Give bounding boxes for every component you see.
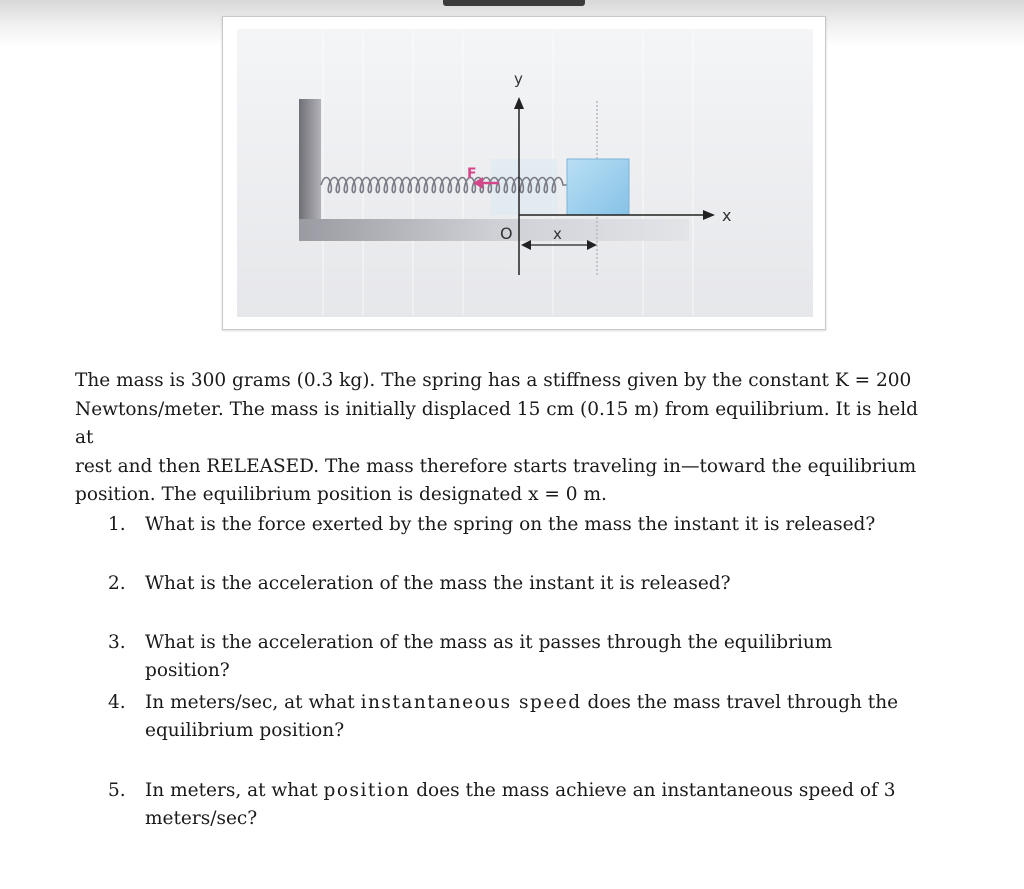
- force-label: F: [467, 166, 477, 182]
- spring-mass-diagram: [222, 16, 826, 330]
- question-number: 1.: [108, 514, 126, 535]
- question-text: What is the acceleration of the mass the instant it is released?: [145, 573, 731, 594]
- question-text: What is the force exerted by the spring on the mass the instant it is released?: [145, 514, 876, 535]
- question-text-after: does the mass achieve an instantaneous speed of 3: [416, 780, 896, 801]
- problem-statement: [75, 367, 935, 510]
- viewer-handle: [443, 0, 585, 6]
- question-text-emphasis: position: [323, 780, 411, 801]
- displacement-label: x: [553, 225, 562, 243]
- question-text: What is the acceleration of the mass as it passes through the equilibrium position?: [145, 632, 833, 681]
- question-text-after: does the mass travel through the: [587, 692, 899, 713]
- question-number: 2.: [108, 573, 126, 594]
- question-text: [145, 689, 905, 745]
- problem-line-4: position. The equilibrium position is designated x = 0 m.: [75, 484, 607, 505]
- question-text-before: In meters/sec, at what: [145, 692, 355, 713]
- x-axis-label: x: [722, 206, 732, 225]
- floor: [299, 219, 689, 241]
- problem-line-1: The mass is 300 grams (0.3 kg). The spring has a stiffness given by the constant K = 200: [75, 370, 912, 391]
- problem-line-2: Newtons/meter. The mass is initially displaced 15 cm (0.15 m) from equilibrium. It is held at: [75, 398, 919, 448]
- question-number: 5.: [108, 780, 126, 801]
- question-text: [145, 777, 905, 833]
- y-axis-label: y: [514, 70, 523, 88]
- question-text-emphasis: instantaneous speed: [360, 692, 582, 713]
- question-text-line2: equilibrium position?: [145, 720, 345, 741]
- problem-line-3: rest and then RELEASED. The mass therefore starts traveling in—toward the equilibrium: [75, 455, 917, 477]
- question-number: 4.: [108, 692, 126, 713]
- diagram-svg: [223, 17, 825, 329]
- mass-block: [567, 159, 629, 215]
- question-text-line2: meters/sec?: [145, 808, 258, 829]
- question-number: 3.: [108, 632, 126, 653]
- question-text-before: In meters, at what: [145, 780, 318, 801]
- origin-label: O: [500, 224, 513, 243]
